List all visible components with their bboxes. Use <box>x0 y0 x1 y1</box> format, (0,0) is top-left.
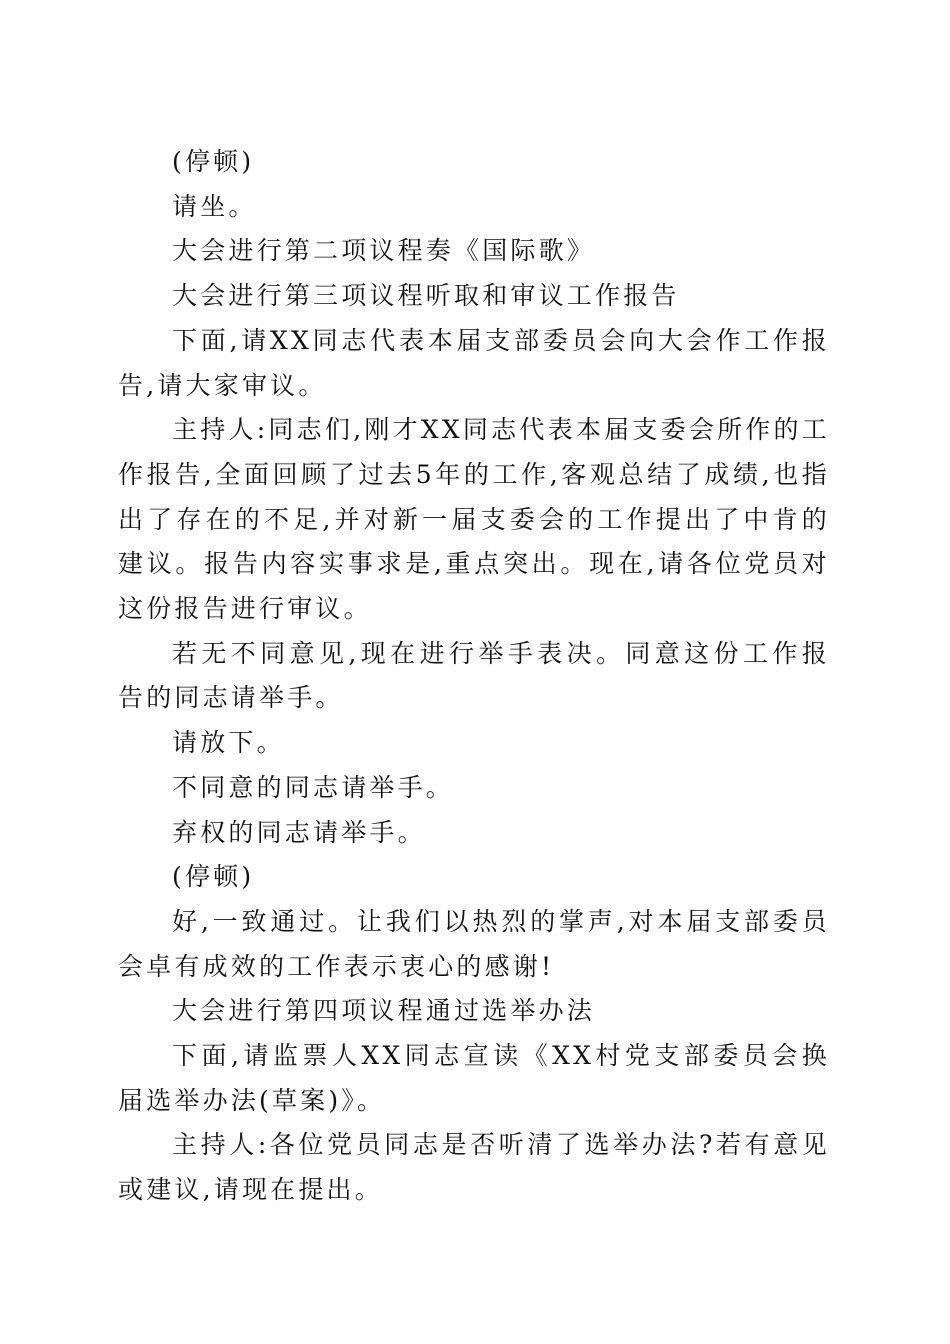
paragraph-please-sit: 请坐。 <box>172 191 257 221</box>
paragraph-vote-approve: 若无不同意见,现在进行举手表决。同意这份工作报告的同志请举手。 <box>118 638 830 713</box>
paragraph-election-method-reading: 下面,请监票人XX同志宣读《XX村党支部委员会换届选举办法(草案)》。 <box>118 1041 830 1115</box>
paragraph-hands-down: 请放下。 <box>172 728 285 758</box>
paragraph-work-report-request: 下面,请XX同志代表本届支部委员会向大会作工作报告,请大家审议。 <box>118 325 830 400</box>
paragraph-vote-oppose: 不同意的同志请举手。 <box>172 772 455 802</box>
paragraph-agenda-item-2: 大会进行第二项议程奏《国际歌》 <box>172 236 596 266</box>
paragraph-agenda-item-3: 大会进行第三项议程听取和审议工作报告 <box>172 281 680 311</box>
document-body <box>118 140 830 1213</box>
paragraph-unanimous-approval: 好,一致通过。让我们以热烈的掌声,对本届支部委员会卓有成效的工作表示衷心的感谢! <box>118 906 830 981</box>
paragraph-host-election-question: 主持人:各位党员同志是否听清了选举办法?若有意见或建议,请现在提出。 <box>118 1130 830 1205</box>
paragraph-vote-abstain: 弃权的同志请举手。 <box>172 817 426 847</box>
paragraph-pause-2: (停顿) <box>172 862 255 892</box>
paragraph-pause-1: (停顿) <box>172 147 255 176</box>
paragraph-host-report-summary: 主持人:同志们,刚才XX同志代表本届支委会所作的工作报告,全面回顾了过去5年的工作,客观总结了成绩,也指出了存在的不足,并对新一届支委会的工作提出了中肯的建议。报告内容实事求是,重点突出。现在,请各位党员对这份报告进行审议。 <box>118 415 830 624</box>
paragraph-agenda-item-4: 大会进行第四项议程通过选举办法 <box>172 996 596 1026</box>
